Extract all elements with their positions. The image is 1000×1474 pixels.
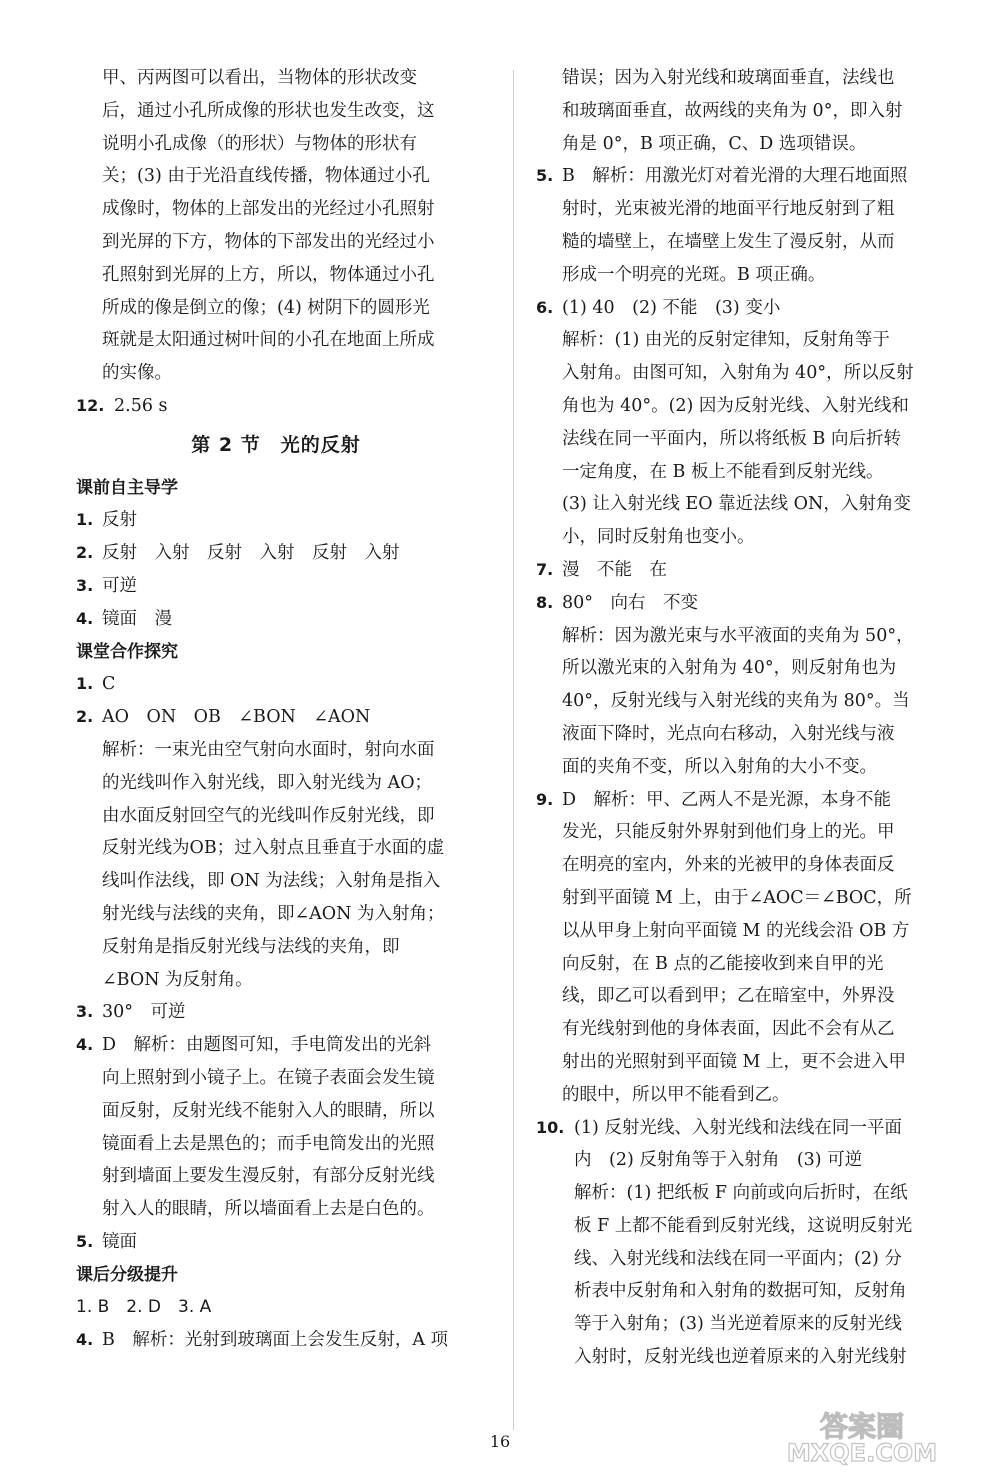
in-class-answers — [76, 668, 476, 1258]
text-line: 有光线射到他的身体表面，因此不会有从乙 — [562, 1019, 895, 1040]
answer-item — [76, 996, 476, 1029]
after-class-answers — [536, 160, 936, 1373]
text-line: 解析：一束光由空气射向水面时，射向水面 — [102, 739, 435, 760]
answer-item — [536, 554, 936, 587]
text-line: 小，同时反射角也变小。 — [562, 527, 755, 548]
text-line: 向反射，在 B 点的乙能接收到来自甲的光 — [562, 953, 884, 974]
text-line: 的眼中，所以甲不能看到乙。 — [562, 1084, 790, 1105]
item-number: 1. — [76, 674, 94, 694]
item-body — [562, 292, 936, 554]
section-title: 第 2 节 光的反射 — [191, 433, 361, 456]
text-line: 解析：(1) 把纸板 F 向前或向后折时，在纸 — [574, 1183, 908, 1204]
answer-item — [76, 701, 476, 996]
text-line: 和玻璃面垂直，故两线的夹角为 0°，即入射 — [562, 100, 903, 121]
text-line: 入射角。由图可知，入射角为 40°，所以反射 — [562, 363, 914, 384]
heading-after-class: 课后分级提升 — [76, 1264, 178, 1285]
answer-item-12 — [76, 390, 476, 423]
item-text: 反射 — [102, 510, 137, 531]
text-line: 由水面反射回空气的光线叫作反射光线，即 — [102, 805, 435, 826]
text-line: 射出的光照射到平面镜 M 上，更不会进入甲 — [562, 1051, 907, 1072]
answer-item — [76, 570, 476, 603]
text-line: 成像时，物体的上部发出的光经过小孔照射 — [102, 199, 435, 220]
item-text: B 解析：光射到玻璃面上会发生反射，A 项 — [102, 1330, 449, 1351]
text-line: D 解析：甲、乙两人不是光源，本身不能 — [562, 789, 892, 810]
item-number: 4. — [76, 1035, 94, 1055]
text-line: 反射角是指反射光线与法线的夹角，即 — [102, 936, 400, 957]
text-line: 错误；因为入射光线和玻璃面垂直，法线也 — [562, 68, 895, 88]
text-line: 40°，反射光线与入射光线的夹角为 80°。当 — [562, 691, 910, 712]
heading-in-class: 课堂合作探究 — [76, 641, 178, 662]
item-body — [574, 1112, 936, 1374]
text-line: 板 F 上都不能看到反射光线，这说明反射光 — [574, 1215, 913, 1236]
answer-item — [76, 668, 476, 701]
text-line: 后，通过小孔所成像的形状也发生改变，这 — [102, 100, 435, 121]
item-text: 反射 入射 反射 入射 反射 入射 — [102, 543, 400, 564]
item-body — [102, 1226, 476, 1259]
item-number: 7. — [536, 559, 554, 579]
svg-text:答案圈: 答案圈 — [819, 1410, 905, 1443]
text-line: 析表中反射角和入射角的数据可知，反射角 — [574, 1281, 907, 1302]
text-line: 向上照射到小镜子上。在镜子表面会发生镜 — [102, 1067, 435, 1088]
item-body — [562, 554, 936, 587]
text-line: 反射光线为OB；过入射点且垂直于水面的虚 — [102, 838, 445, 859]
heading-pre-class: 课前自主导学 — [76, 477, 178, 498]
text-line: 漫 不能 在 — [562, 559, 667, 580]
item-body — [562, 160, 936, 291]
answer-item — [76, 1226, 476, 1259]
page-number: 16 — [489, 1432, 511, 1451]
text-line: 一定角度，在 B 板上不能看到反射光线。 — [562, 461, 884, 482]
text-line: 的实像。 — [102, 363, 172, 384]
answer-4-continuation — [536, 62, 936, 160]
text-line: C — [102, 674, 116, 695]
text-line: 在明亮的室内，外来的光被甲的身体表面反 — [562, 855, 895, 876]
text-line: 镜面看上去是黑色的；而手电筒发出的光照 — [102, 1133, 435, 1154]
answer-item — [536, 1112, 936, 1374]
item-number: 4. — [76, 608, 94, 628]
text-line: 面反射，反射光线不能射入人的眼睛，所以 — [102, 1100, 435, 1121]
text-line: 甲、丙两图可以看出，当物体的形状改变 — [102, 68, 417, 88]
item-number: 10. — [536, 1117, 565, 1137]
text-line: 角是 0°，B 项正确，C、D 选项错误。 — [562, 133, 867, 154]
text-line: 所以激光束的入射角为 40°，则反射角也为 — [562, 658, 897, 679]
answer-item — [536, 160, 936, 291]
item-body — [562, 587, 936, 784]
previous-answer-continuation — [76, 62, 476, 390]
item-body — [102, 668, 476, 701]
text-line: 所成的像是倒立的像；(4) 树阴下的圆形光 — [102, 297, 430, 318]
text-line: 射光线与法线的夹角，即∠AON 为入射角； — [102, 903, 445, 924]
text-line: 斑就是太阳通过树叶间的小孔在地面上所成 — [102, 330, 435, 351]
right-column — [536, 62, 936, 1374]
item-body — [102, 701, 476, 996]
text-line: 80° 向右 不变 — [562, 592, 699, 613]
text-line: 液面下降时，光点向右移动，入射光线与液 — [562, 723, 895, 744]
text-line: ∠BON 为反射角。 — [102, 969, 253, 990]
answer-item — [536, 784, 936, 1112]
text-line: 到光屏的下方，物体的下部发出的光经过小 — [102, 231, 435, 252]
item-text: 2.56 s — [114, 395, 168, 416]
text-line: 射到平面镜 M 上，由于∠AOC＝∠BOC，所 — [562, 887, 912, 908]
text-line: 射到墙面上要发生漫反射，有部分反射光线 — [102, 1166, 435, 1187]
text-line: 射时，光束被光滑的地面平行地反射到了粗 — [562, 199, 895, 220]
text-line: 孔照射到光屏的上方，所以，物体通过小孔 — [102, 264, 435, 285]
text-line: 解析：(1) 由光的反射定律知，反射角等于 — [562, 330, 890, 351]
text-line: 以从甲身上射向平面镜 M 的光线会沿 OB 方 — [562, 920, 910, 941]
text-line: 线叫作法线，即 ON 为法线；入射角是指入 — [102, 871, 441, 892]
text-line: 线、入射光线和法线在同一平面内；(2) 分 — [574, 1248, 902, 1269]
text-line: 30° 可逆 — [102, 1002, 186, 1023]
item-body — [102, 1029, 476, 1226]
text-line: AO ON OB ∠BON ∠AON — [102, 707, 371, 728]
text-line: 法线在同一平面内，所以将纸板 B 向后折转 — [562, 428, 901, 449]
svg-text:MXQE.COM: MXQE.COM — [786, 1439, 938, 1466]
watermark-logo — [752, 1406, 982, 1466]
item-number: 2. — [76, 707, 94, 727]
text-line: 面的夹角不变，所以入射角的大小不变。 — [562, 756, 877, 777]
text-line: 内 (2) 反射角等于入射角 (3) 可逆 — [574, 1150, 863, 1171]
item-number: 5. — [76, 1231, 94, 1251]
answer-item — [76, 1029, 476, 1226]
after-class-line: 1. B 2. D 3. A — [76, 1297, 212, 1318]
text-line: 关；(3) 由于光沿直线传播，物体通过小孔 — [102, 166, 430, 187]
item-number: 3. — [76, 1002, 94, 1022]
text-line: (1) 40 (2) 不能 (3) 变小 — [562, 297, 781, 318]
text-line: 糙的墙壁上，在墙壁上发生了漫反射，从而 — [562, 231, 895, 252]
text-line: 发光，只能反射外界射到他们身上的光。甲 — [562, 822, 895, 843]
text-line: D 解析：由题图可知，手电筒发出的光斜 — [102, 1035, 432, 1056]
item-number: 8. — [536, 592, 554, 612]
text-line: 说明小孔成像（的形状）与物体的形状有 — [102, 133, 417, 154]
text-line: (1) 反射光线、入射光线和法线在同一平面 — [574, 1117, 902, 1138]
item-text: 可逆 — [102, 575, 137, 596]
text-line: (3) 让入射光线 EO 靠近法线 ON，入射角变 — [562, 494, 911, 515]
item-body — [102, 996, 476, 1029]
item-number: 4. — [76, 1330, 94, 1350]
item-number: 9. — [536, 789, 554, 809]
answer-item — [76, 603, 476, 636]
text-line: 镜面 — [102, 1231, 137, 1252]
answer-item — [76, 504, 476, 537]
text-line: 线，即乙可以看到甲；乙在暗室中，外界没 — [562, 986, 895, 1007]
answer-item — [536, 292, 936, 554]
text-line: 等于入射角；(3) 当光逆着原来的反射光线 — [574, 1314, 902, 1335]
answer-item — [76, 537, 476, 570]
text-line: 的光线叫作入射光线，即入射光线为 AO； — [102, 772, 433, 793]
item-text: 镜面 漫 — [102, 608, 172, 629]
item-number: 3. — [76, 575, 94, 595]
pre-class-answers — [76, 504, 476, 635]
text-line: 解析：因为激光束与水平液面的夹角为 50°， — [562, 625, 914, 646]
item-number: 12. — [76, 395, 105, 415]
text-line: 形成一个明亮的光斑。B 项正确。 — [562, 264, 826, 285]
text-line: 射入人的眼睛，所以墙面看上去是白色的。 — [102, 1199, 435, 1220]
answer-item-4 — [76, 1324, 476, 1357]
text-line: 入射时，反射光线也逆着原来的入射光线射 — [574, 1347, 907, 1368]
column-divider — [513, 70, 514, 1430]
item-number: 6. — [536, 297, 554, 317]
left-column — [76, 62, 476, 1357]
text-line: 角也为 40°。(2) 因为反射光线、入射光线和 — [562, 395, 909, 416]
answer-item — [536, 587, 936, 784]
item-number: 2. — [76, 543, 94, 563]
item-body — [562, 784, 936, 1112]
text-line: B 解析：用激光灯对着光滑的大理石地面照 — [562, 166, 908, 187]
item-number: 1. — [76, 510, 94, 530]
item-number: 5. — [536, 166, 554, 186]
